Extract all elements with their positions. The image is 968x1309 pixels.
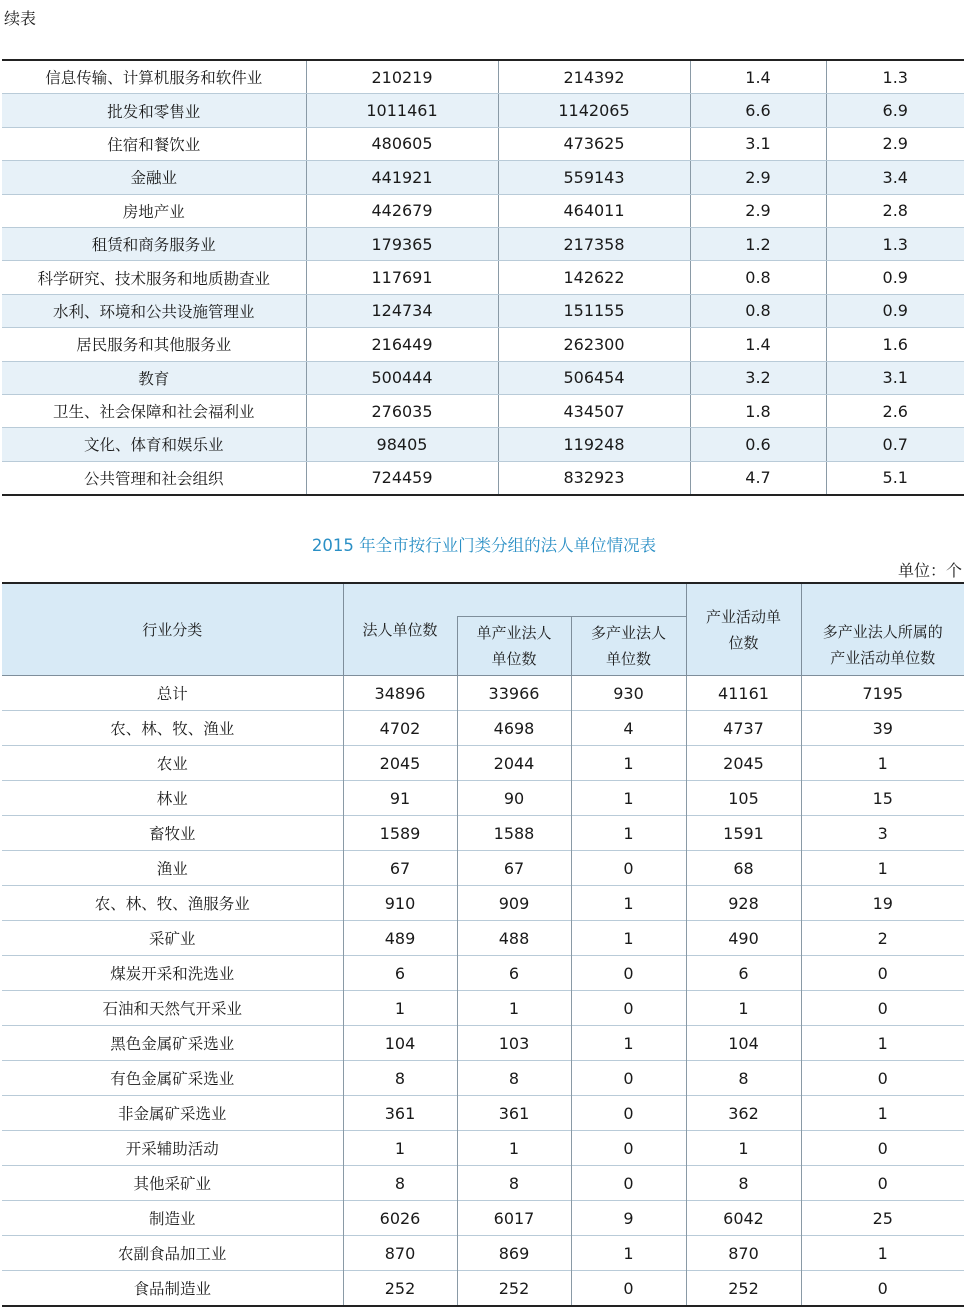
row-label-cell: 开采辅助活动	[2, 1131, 343, 1166]
row-value-cell: 142622	[498, 261, 690, 294]
row-value-cell: 3.4	[826, 161, 964, 194]
row-value-cell: 0	[801, 991, 964, 1026]
row-value-cell: 489	[343, 921, 457, 956]
row-value-cell: 214392	[498, 60, 690, 94]
row-label-cell: 有色金属矿采选业	[2, 1061, 343, 1096]
row-label-cell: 农业	[2, 746, 343, 781]
row-value-cell: 0.9	[826, 294, 964, 327]
row-value-cell: 0	[801, 1166, 964, 1201]
row-value-cell: 1142065	[498, 94, 690, 127]
row-value-cell: 6026	[343, 1201, 457, 1236]
row-value-cell: 1	[801, 851, 964, 886]
row-value-cell: 4702	[343, 711, 457, 746]
row-value-cell: 3.1	[826, 361, 964, 394]
row-label-cell: 房地产业	[2, 194, 306, 227]
row-value-cell: 0.8	[690, 294, 826, 327]
row-value-cell: 9	[571, 1201, 686, 1236]
row-label-cell: 食品制造业	[2, 1271, 343, 1307]
row-value-cell: 5.1	[826, 461, 964, 495]
continued-table-body	[2, 60, 964, 495]
row-value-cell: 0	[801, 1271, 964, 1307]
row-value-cell: 1591	[686, 816, 801, 851]
row-value-cell: 1	[801, 1026, 964, 1061]
row-value-cell: 276035	[306, 394, 498, 427]
row-label-cell: 农、林、牧、渔业	[2, 711, 343, 746]
row-value-cell: 361	[457, 1096, 571, 1131]
table-row	[2, 1201, 964, 1236]
row-value-cell: 362	[686, 1096, 801, 1131]
row-value-cell: 6.9	[826, 94, 964, 127]
header-single-industry-line1: 单产业法人	[476, 624, 552, 642]
row-label-cell: 其他采矿业	[2, 1166, 343, 1201]
table-row	[2, 816, 964, 851]
row-value-cell: 488	[457, 921, 571, 956]
row-value-cell: 6017	[457, 1201, 571, 1236]
row-value-cell: 252	[343, 1271, 457, 1307]
row-value-cell: 90	[457, 781, 571, 816]
row-value-cell: 41161	[686, 676, 801, 711]
row-value-cell: 1.2	[690, 227, 826, 260]
table-row	[2, 676, 964, 711]
legal-units-table	[2, 582, 964, 1307]
table-row	[2, 60, 964, 94]
row-value-cell: 1	[571, 816, 686, 851]
row-value-cell: 179365	[306, 227, 498, 260]
row-value-cell: 930	[571, 676, 686, 711]
row-label-cell: 信息传输、计算机服务和软件业	[2, 60, 306, 94]
table-row	[2, 194, 964, 227]
row-value-cell: 0	[801, 956, 964, 991]
header-activity-units-line2: 位数	[728, 633, 759, 652]
row-value-cell: 8	[343, 1061, 457, 1096]
row-value-cell: 724459	[306, 461, 498, 495]
row-value-cell: 0	[571, 1131, 686, 1166]
row-value-cell: 0	[571, 1166, 686, 1201]
row-value-cell: 33966	[457, 676, 571, 711]
row-value-cell: 1.6	[826, 328, 964, 361]
table-row	[2, 127, 964, 160]
row-value-cell: 1.4	[690, 60, 826, 94]
row-label-cell: 文化、体育和娱乐业	[2, 428, 306, 461]
row-value-cell: 1	[343, 991, 457, 1026]
row-value-cell: 0.6	[690, 428, 826, 461]
row-value-cell: 8	[457, 1166, 571, 1201]
row-value-cell: 4737	[686, 711, 801, 746]
row-value-cell: 1.3	[826, 227, 964, 260]
unit-label: 单位：个	[897, 561, 962, 580]
table-row	[2, 991, 964, 1026]
row-value-cell: 361	[343, 1096, 457, 1131]
row-value-cell: 1.4	[690, 328, 826, 361]
row-value-cell: 928	[686, 886, 801, 921]
row-label-cell: 金融业	[2, 161, 306, 194]
row-value-cell: 506454	[498, 361, 690, 394]
row-value-cell: 4698	[457, 711, 571, 746]
row-label-cell: 住宿和餐饮业	[2, 127, 306, 160]
row-label-cell: 科学研究、技术服务和地质勘查业	[2, 261, 306, 294]
header-legal-units: 法人单位数	[343, 583, 457, 676]
header-activity-units-line1: 产业活动单	[705, 607, 781, 626]
row-value-cell: 124734	[306, 294, 498, 327]
header-multi-industry	[571, 617, 686, 676]
row-value-cell: 0	[571, 956, 686, 991]
row-value-cell: 909	[457, 886, 571, 921]
row-value-cell: 68	[686, 851, 801, 886]
table-row	[2, 1026, 964, 1061]
row-value-cell: 4	[571, 711, 686, 746]
legal-units-table-body	[2, 676, 964, 1307]
row-value-cell: 8	[686, 1061, 801, 1096]
table-row	[2, 1166, 964, 1201]
row-value-cell: 473625	[498, 127, 690, 160]
row-label-cell: 煤炭开采和洗选业	[2, 956, 343, 991]
row-value-cell: 2044	[457, 746, 571, 781]
row-value-cell: 8	[686, 1166, 801, 1201]
row-value-cell: 832923	[498, 461, 690, 495]
row-value-cell: 67	[457, 851, 571, 886]
row-value-cell: 0	[571, 1096, 686, 1131]
row-value-cell: 1	[686, 991, 801, 1026]
row-value-cell: 151155	[498, 294, 690, 327]
table-row	[2, 746, 964, 781]
row-value-cell: 6042	[686, 1201, 801, 1236]
header-multi-activity-line1: 多产业法人所属的	[822, 623, 943, 641]
table-title: 2015 年全市按行业门类分组的法人单位情况表	[311, 536, 657, 555]
row-label-cell: 卫生、社会保障和社会福利业	[2, 394, 306, 427]
table-row	[2, 328, 964, 361]
table-row	[2, 94, 964, 127]
row-value-cell: 6	[686, 956, 801, 991]
row-value-cell: 869	[457, 1236, 571, 1271]
row-value-cell: 1	[457, 991, 571, 1026]
row-value-cell: 434507	[498, 394, 690, 427]
row-value-cell: 3.1	[690, 127, 826, 160]
row-value-cell: 1	[801, 1236, 964, 1271]
row-label-cell: 农、林、牧、渔服务业	[2, 886, 343, 921]
row-value-cell: 104	[686, 1026, 801, 1061]
table-row	[2, 956, 964, 991]
row-label-cell: 渔业	[2, 851, 343, 886]
table-row	[2, 1131, 964, 1166]
row-value-cell: 19	[801, 886, 964, 921]
row-value-cell: 490	[686, 921, 801, 956]
row-value-cell: 6	[343, 956, 457, 991]
row-label-cell: 居民服务和其他服务业	[2, 328, 306, 361]
row-value-cell: 1	[571, 781, 686, 816]
row-value-cell: 1	[571, 1236, 686, 1271]
table-row	[2, 1271, 964, 1307]
row-value-cell: 0	[571, 1271, 686, 1307]
row-value-cell: 1	[686, 1131, 801, 1166]
row-value-cell: 262300	[498, 328, 690, 361]
table-row	[2, 1096, 964, 1131]
row-value-cell: 67	[343, 851, 457, 886]
table-row	[2, 921, 964, 956]
row-label-cell: 总计	[2, 676, 343, 711]
row-value-cell: 252	[457, 1271, 571, 1307]
row-label-cell: 非金属矿采选业	[2, 1096, 343, 1131]
row-value-cell: 2.8	[826, 194, 964, 227]
row-value-cell: 1	[801, 1096, 964, 1131]
row-label-cell: 农副食品加工业	[2, 1236, 343, 1271]
row-value-cell: 0.8	[690, 261, 826, 294]
row-value-cell: 1	[571, 921, 686, 956]
row-label-cell: 制造业	[2, 1201, 343, 1236]
row-value-cell: 910	[343, 886, 457, 921]
header-group-blank	[457, 583, 686, 617]
table-header	[2, 583, 964, 676]
row-label-cell: 林业	[2, 781, 343, 816]
row-value-cell: 1	[457, 1131, 571, 1166]
row-value-cell: 98405	[306, 428, 498, 461]
table-row	[2, 428, 964, 461]
row-value-cell: 7195	[801, 676, 964, 711]
row-value-cell: 1.8	[690, 394, 826, 427]
table-row	[2, 851, 964, 886]
row-value-cell: 1.3	[826, 60, 964, 94]
row-value-cell: 1588	[457, 816, 571, 851]
header-single-industry	[457, 617, 571, 676]
table-row	[2, 461, 964, 495]
header-industry: 行业分类	[2, 583, 343, 676]
row-value-cell: 34896	[343, 676, 457, 711]
row-value-cell: 216449	[306, 328, 498, 361]
row-value-cell: 1	[801, 746, 964, 781]
row-label-cell: 采矿业	[2, 921, 343, 956]
row-value-cell: 105	[686, 781, 801, 816]
row-label-cell: 批发和零售业	[2, 94, 306, 127]
row-value-cell: 441921	[306, 161, 498, 194]
row-value-cell: 15	[801, 781, 964, 816]
row-value-cell: 2045	[686, 746, 801, 781]
header-multi-activity	[801, 583, 964, 676]
row-value-cell: 119248	[498, 428, 690, 461]
table-row	[2, 394, 964, 427]
table-row	[2, 161, 964, 194]
row-label-cell: 教育	[2, 361, 306, 394]
row-value-cell: 442679	[306, 194, 498, 227]
row-value-cell: 1	[571, 886, 686, 921]
row-value-cell: 6	[457, 956, 571, 991]
row-value-cell: 3	[801, 816, 964, 851]
row-value-cell: 1	[343, 1131, 457, 1166]
row-value-cell: 103	[457, 1026, 571, 1061]
header-single-industry-line2: 单位数	[491, 650, 537, 668]
row-value-cell: 2.9	[690, 161, 826, 194]
row-value-cell: 1	[571, 1026, 686, 1061]
row-label-cell: 租赁和商务服务业	[2, 227, 306, 260]
row-value-cell: 480605	[306, 127, 498, 160]
continued-table	[2, 59, 964, 496]
row-value-cell: 0	[801, 1061, 964, 1096]
row-value-cell: 2.6	[826, 394, 964, 427]
row-value-cell: 217358	[498, 227, 690, 260]
row-value-cell: 0	[571, 1061, 686, 1096]
table-row	[2, 1061, 964, 1096]
row-value-cell: 91	[343, 781, 457, 816]
row-value-cell: 464011	[498, 194, 690, 227]
table-row	[2, 294, 964, 327]
table-row	[2, 886, 964, 921]
row-value-cell: 252	[686, 1271, 801, 1307]
row-label-cell: 黑色金属矿采选业	[2, 1026, 343, 1061]
row-value-cell: 4.7	[690, 461, 826, 495]
row-value-cell: 0	[571, 851, 686, 886]
row-value-cell: 0.9	[826, 261, 964, 294]
row-value-cell: 1589	[343, 816, 457, 851]
header-activity-units	[686, 583, 801, 676]
row-value-cell: 0	[571, 991, 686, 1026]
row-label-cell: 石油和天然气开采业	[2, 991, 343, 1026]
row-value-cell: 2.9	[826, 127, 964, 160]
row-value-cell: 1	[571, 746, 686, 781]
row-label-cell: 畜牧业	[2, 816, 343, 851]
row-value-cell: 2	[801, 921, 964, 956]
table-row	[2, 227, 964, 260]
row-value-cell: 210219	[306, 60, 498, 94]
row-value-cell: 500444	[306, 361, 498, 394]
row-value-cell: 1011461	[306, 94, 498, 127]
row-value-cell: 39	[801, 711, 964, 746]
row-value-cell: 25	[801, 1201, 964, 1236]
row-value-cell: 870	[343, 1236, 457, 1271]
row-value-cell: 3.2	[690, 361, 826, 394]
continued-label: 续表	[4, 9, 37, 28]
row-value-cell: 104	[343, 1026, 457, 1061]
row-value-cell: 0.7	[826, 428, 964, 461]
row-value-cell: 117691	[306, 261, 498, 294]
row-value-cell: 0	[801, 1131, 964, 1166]
row-value-cell: 8	[457, 1061, 571, 1096]
header-multi-industry-line2: 单位数	[605, 650, 651, 668]
table-row	[2, 361, 964, 394]
table-row	[2, 781, 964, 816]
table-row	[2, 1236, 964, 1271]
row-value-cell: 6.6	[690, 94, 826, 127]
header-multi-industry-line1: 多产业法人	[590, 624, 666, 642]
row-value-cell: 8	[343, 1166, 457, 1201]
table-row	[2, 711, 964, 746]
row-value-cell: 2045	[343, 746, 457, 781]
table-row	[2, 261, 964, 294]
header-multi-activity-line2: 产业活动单位数	[830, 649, 936, 667]
row-value-cell: 870	[686, 1236, 801, 1271]
row-value-cell: 559143	[498, 161, 690, 194]
row-value-cell: 2.9	[690, 194, 826, 227]
row-label-cell: 水利、环境和公共设施管理业	[2, 294, 306, 327]
row-label-cell: 公共管理和社会组织	[2, 461, 306, 495]
